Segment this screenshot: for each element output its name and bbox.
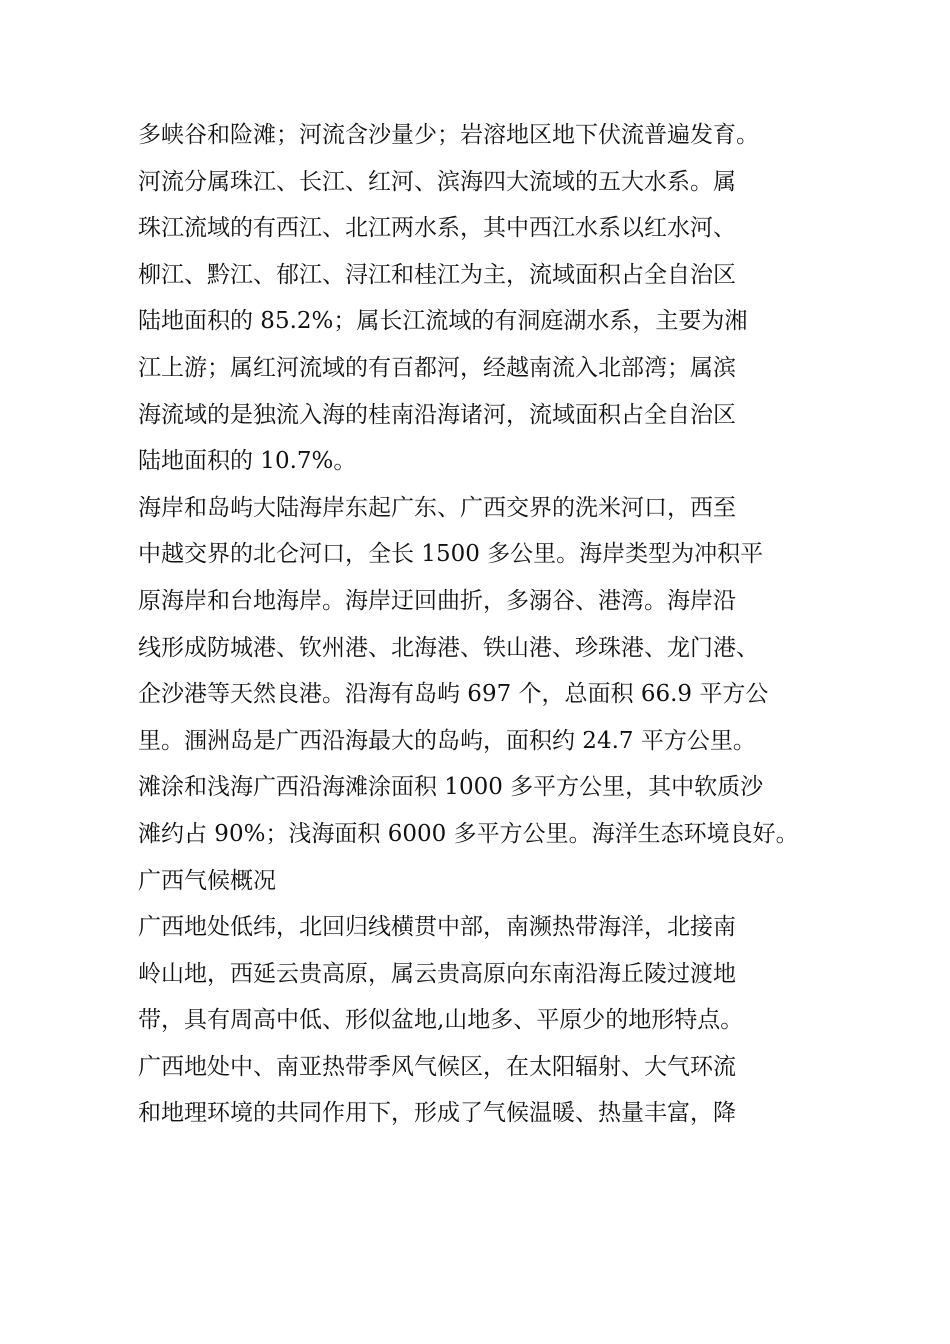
text-line: 里。涠洲岛是广西沿海最大的岛屿，面积约 24.7 平方公里。 bbox=[138, 727, 756, 754]
text-line: 原海岸和台地海岸。海岸迂回曲折，多溺谷、港湾。海岸沿 bbox=[138, 587, 736, 614]
text-line: 滩涂和浅海广西沿海滩涂面积 1000 多平方公里，其中软质沙 bbox=[138, 774, 764, 801]
text-line: 珠江流域的有西江、北江两水系，其中西江水系以红水河、 bbox=[138, 215, 736, 242]
text-line: 海岸和岛屿大陆海岸东起广东、广西交界的洗米河口，西至 bbox=[138, 494, 736, 521]
text-line: 岭山地，西延云贵高原，属云贵高原向东南沿海丘陵过渡地 bbox=[138, 960, 736, 987]
text-line: 江上游；属红河流域的有百都河，经越南流入北部湾；属滨 bbox=[138, 354, 736, 381]
text-line: 广西地处中、南亚热带季风气候区，在太阳辐射、大气环流 bbox=[138, 1053, 736, 1080]
text-line: 线形成防城港、钦州港、北海港、铁山港、珍珠港、龙门港、 bbox=[138, 634, 759, 661]
text-line: 和地理环境的共同作用下，形成了气候温暖、热量丰富，降 bbox=[138, 1100, 736, 1127]
text-line: 中越交界的北仑河口，全长 1500 多公里。海岸类型为冲积平 bbox=[138, 541, 764, 568]
text-line: 河流分属珠江、长江、红河、滨海四大流域的五大水系。属 bbox=[138, 168, 736, 195]
document-body bbox=[138, 112, 838, 1137]
text-line: 陆地面积的 85.2%；属长江流域的有洞庭湖水系，主要为湘 bbox=[138, 308, 748, 335]
text-line: 柳江、黔江、郁江、浔江和桂江为主，流域面积占全自治区 bbox=[138, 261, 736, 288]
text-line: 陆地面积的 10.7%。 bbox=[138, 448, 357, 475]
text-line: 海流域的是独流入海的桂南沿海诸河，流域面积占全自治区 bbox=[138, 401, 736, 428]
section-heading: 广西气候概况 bbox=[138, 867, 276, 894]
text-line: 企沙港等天然良港。沿海有岛屿 697 个，总面积 66.9 平方公 bbox=[138, 681, 769, 708]
text-line: 滩约占 90%；浅海面积 6000 多平方公里。海洋生态环境良好。 bbox=[138, 820, 799, 847]
text-line: 带，具有周高中低、形似盆地,山地多、平原少的地形特点。 bbox=[138, 1007, 744, 1034]
text-line: 多峡谷和险滩；河流含沙量少；岩溶地区地下伏流普遍发育。 bbox=[138, 122, 759, 148]
text-line: 广西地处低纬，北回归线横贯中部，南濒热带海洋，北接南 bbox=[138, 914, 736, 941]
